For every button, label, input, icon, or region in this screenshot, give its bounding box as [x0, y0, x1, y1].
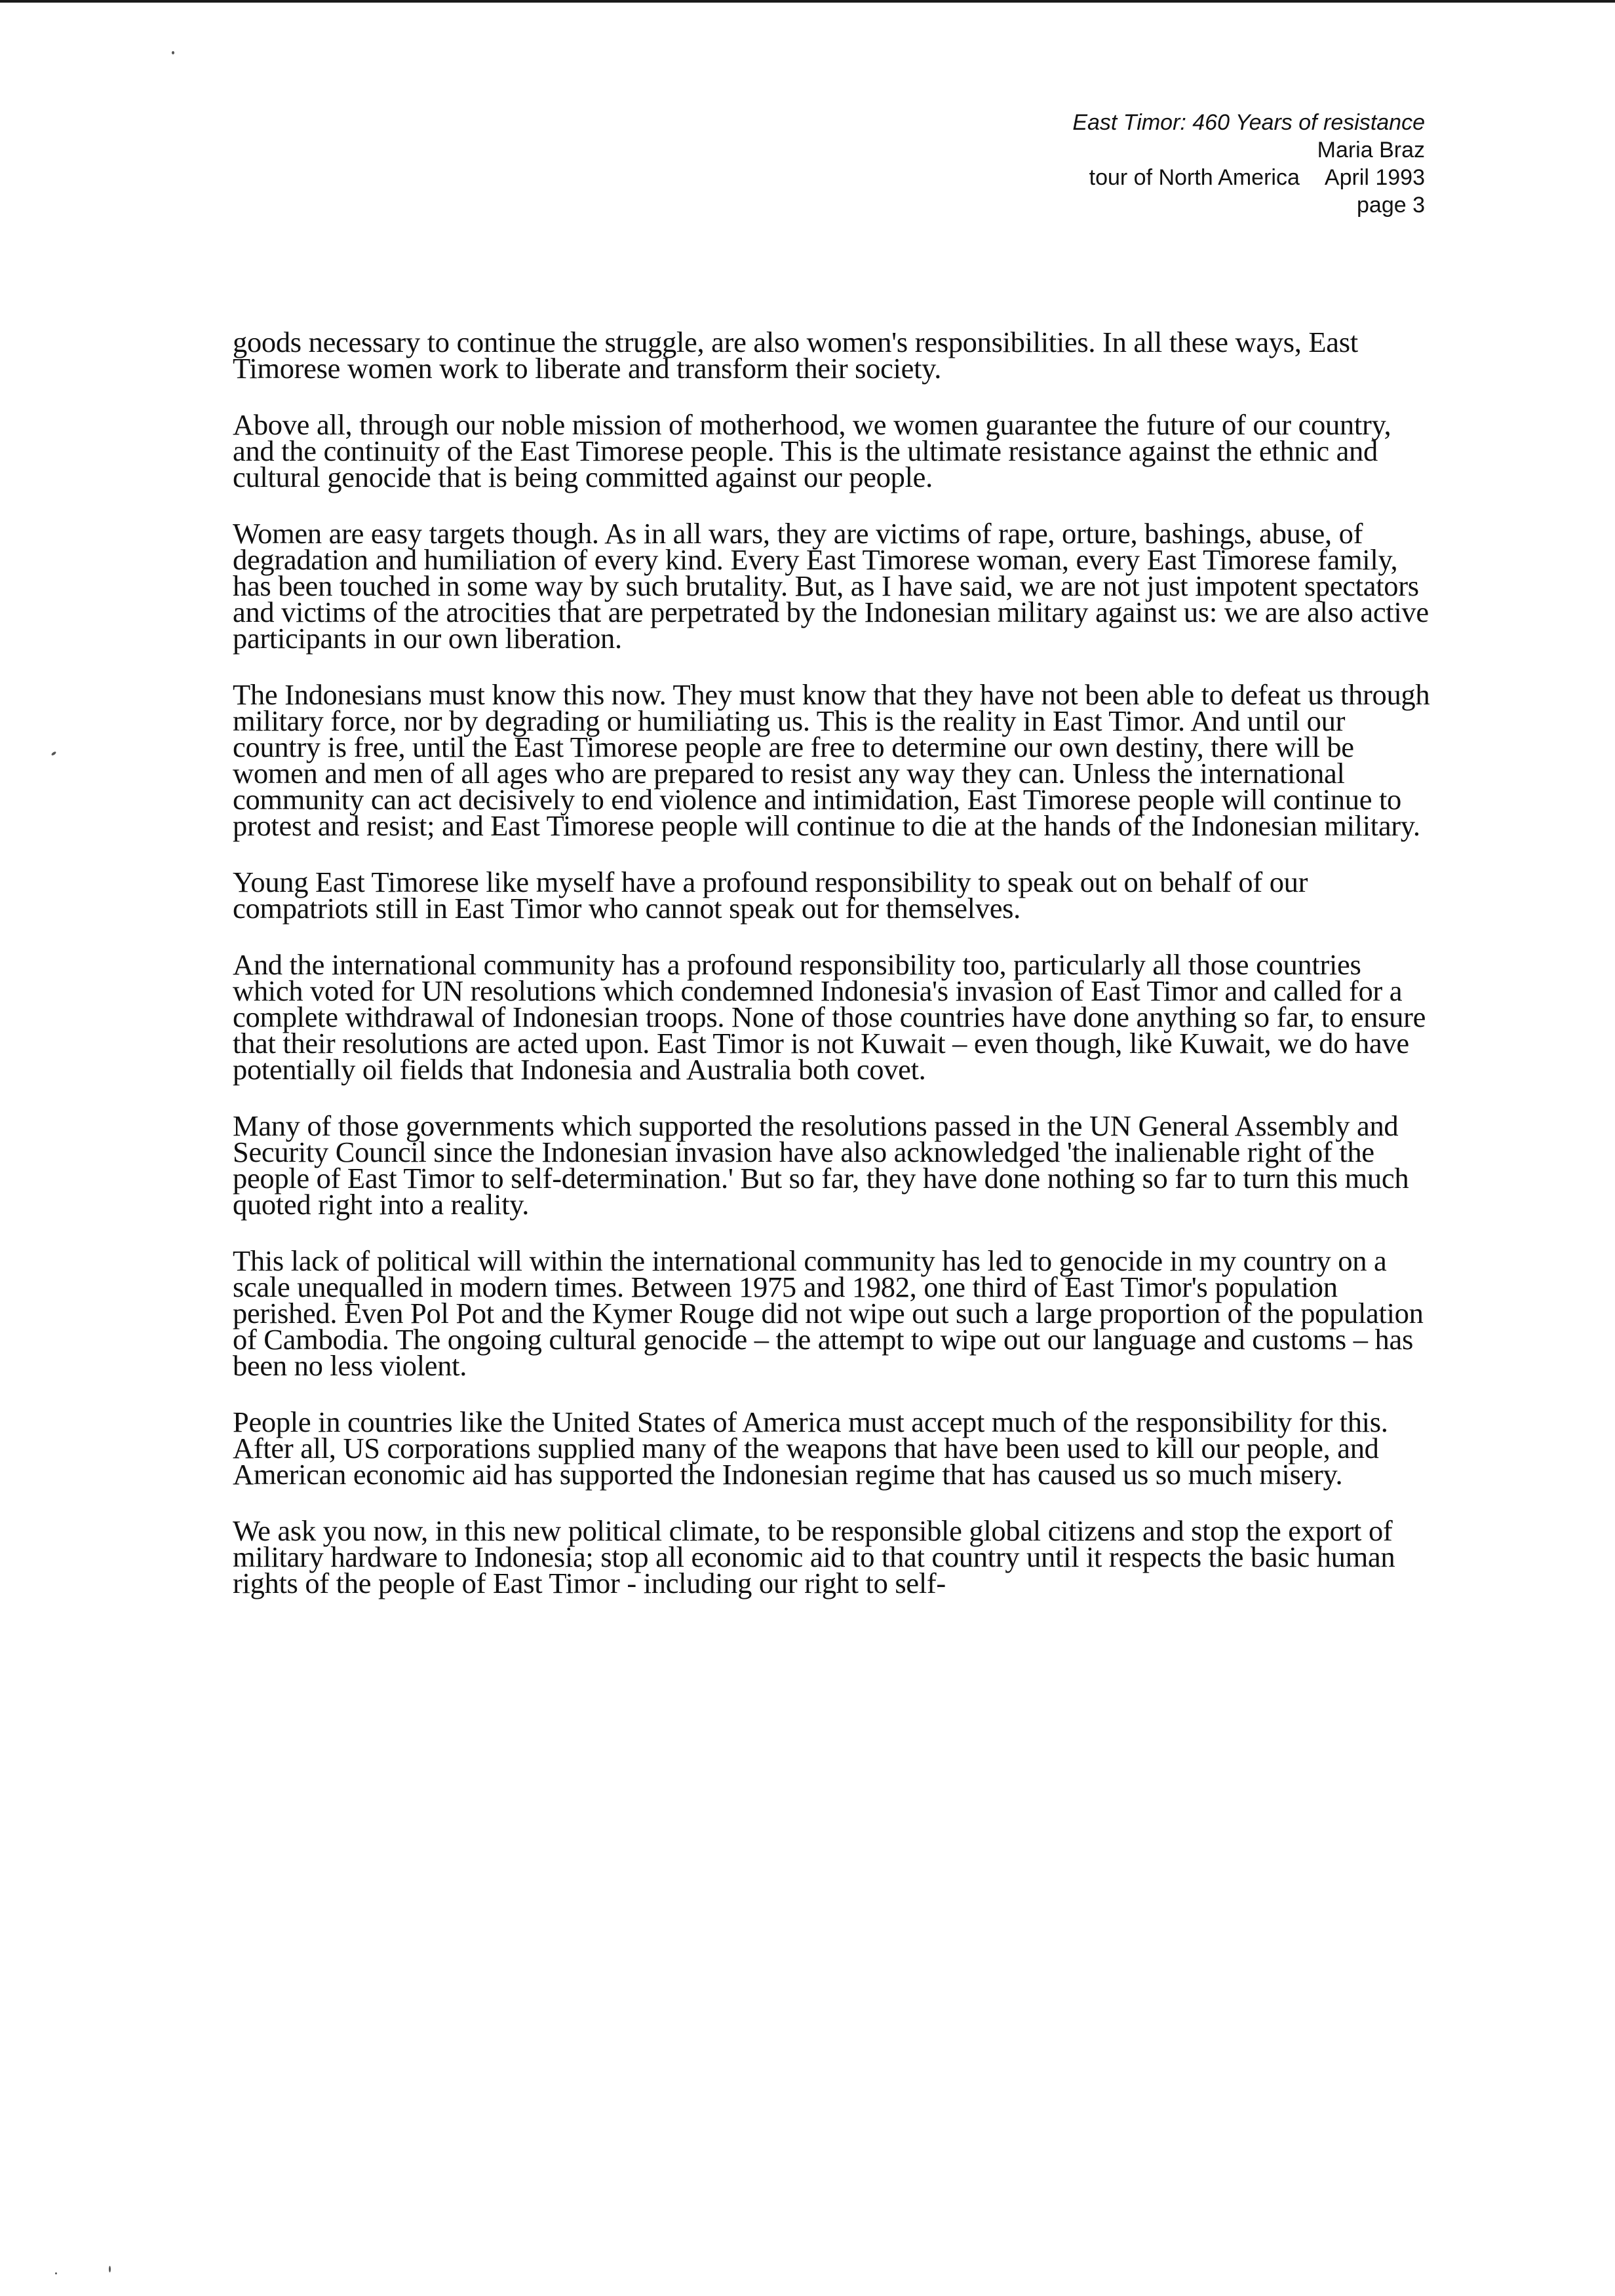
- scan-speck: [172, 51, 174, 54]
- author-name: Maria Braz: [1317, 138, 1425, 163]
- scan-speck: [55, 2272, 57, 2274]
- document-body: [233, 326, 1432, 1626]
- page-header: [835, 109, 1425, 219]
- scan-speck: [51, 751, 57, 756]
- paragraph: The Indonesians must know this now. They must know that they have not been able to defeat us through military force, nor by degrading or humiliating us. This is the reality in East Timor. And until our country is free, until the East Timorese people are free to determine our own destiny, there will be women and men of all ages who are prepared to resist any way they can. Unless the international community can act decisively to end violence and intimidation, East Timorese people will continue to protest and resist; and East Timorese people will continue to die at the hands of the Indonesian military.: [233, 678, 1430, 842]
- paragraph: This lack of political will within the international community has led to genocide in my country on a scale unequalled in modern times. Between 1975 and 1982, one third of East Timor's population perished. Even Pol Pot and the Kymer Rouge did not wipe out such a large proportion of the population of Cambodia. The ongoing cultural genocide – the attempt to wipe out our language and customs – has been no less violent.: [233, 1244, 1424, 1382]
- paragraph: Women are easy targets though. As in all wars, they are victims of rape, orture, bashings, abuse, of degradation and humiliation of every kind. Every East Timorese woman, every East Timorese family, has been touched in some way by such brutality. But, as I have said, we are not just impotent spectators and victims of the atrocities that are perpetrated by the Indonesian military against us: we are also active participants in our own liberation.: [233, 517, 1429, 655]
- paragraph: And the international community has a profound responsibility too, particularly all those countries which voted for UN resolutions which condemned Indonesia's invasion of East Timor and called for a complete withdrawal of Indonesian troops. None of those countries have done anything so far, to ensure that their resolutions are acted upon. East Timor is not Kuwait – even though, like Kuwait, we do have potentially oil fields that Indonesia and Australia both covet.: [233, 948, 1426, 1086]
- tour-date-line: [835, 164, 1425, 191]
- tour-name: tour of North America: [1089, 165, 1300, 190]
- paragraph: goods necessary to continue the struggle, are also women's responsibilities. In all these ways, East Timorese women work to liberate and transform their society.: [233, 326, 1358, 385]
- paragraph: Above all, through our noble mission of motherhood, we women guarantee the future of our country, and the continuity of the East Timorese people. This is the ultimate resistance against the ethnic and cultural genocide that is being committed against our people.: [233, 408, 1391, 493]
- top-scan-border: [0, 0, 1615, 3]
- tour-date: April 1993: [1324, 165, 1425, 190]
- paragraph: We ask you now, in this new political climate, to be responsible global citizens and stop the export of military hardware to Indonesia; stop all economic aid to that country until it respects the basic human rights of the people of East Timor - including our right to self-: [233, 1514, 1395, 1599]
- document-title: East Timor: 460 Years of resistance: [1072, 110, 1425, 135]
- paragraph: People in countries like the United States of America must accept much of the responsibility for this. After all, US corporations supplied many of the weapons that have been used to kill our people, and American economic aid has supported the Indonesian regime that has caused us so much misery.: [233, 1406, 1388, 1491]
- paragraph: Many of those governments which supported the resolutions passed in the UN General Assembly and Security Council since the Indonesian invasion have also acknowledged 'the inalienable right of the people of East Timor to self-determination.' But so far, they have done nothing so far to turn this much quoted right into a reality.: [233, 1109, 1409, 1221]
- page-number: page 3: [1357, 193, 1425, 218]
- scan-speck: [109, 2266, 111, 2272]
- paragraph: Young East Timorese like myself have a profound responsibility to speak out on behalf of our compatriots still in East Timor who cannot speak out for themselves.: [233, 866, 1308, 925]
